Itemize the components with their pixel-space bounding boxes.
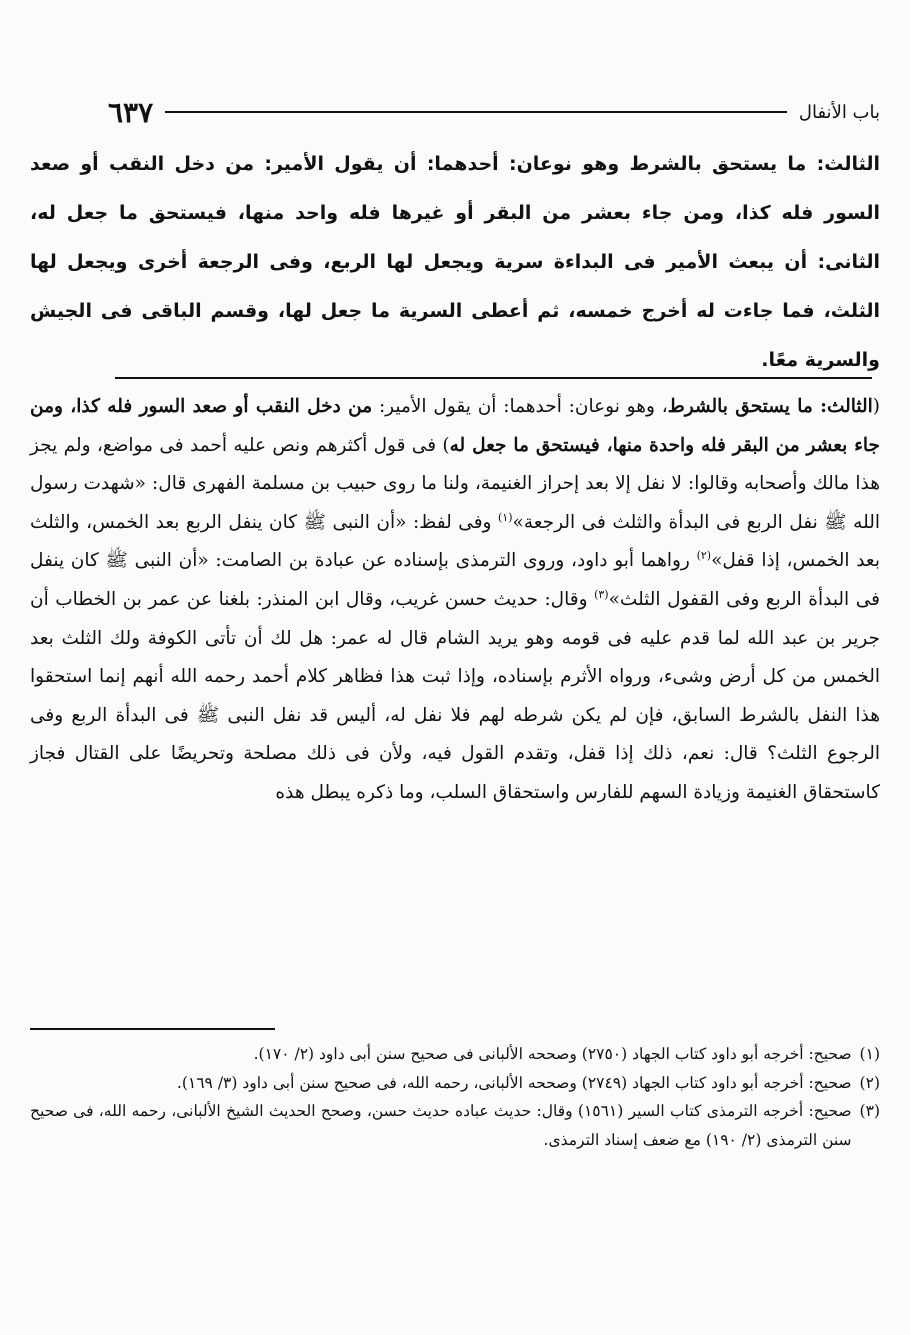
footnote-item <box>30 1069 880 1098</box>
quoted-heading: الثالث: ما يستحق بالشرط <box>667 396 873 417</box>
footnote-text: صحيح: أخرجه أبو داود كتاب الجهاد (٢٧٥٠) وصححه الألبانى فى صحيح سنن أبى داود (٢/ ١٧٠). <box>253 1045 852 1063</box>
running-title: باب الأنفال <box>798 101 880 123</box>
footnote-text: صحيح: أخرجه الترمذى كتاب السير (١٥٦١) وقال: حديث عباده حديث حسن، وصحح الحديث الشيخ الألبانى، رحمه الله، فى صحيح سنن الترمذى (٢/ ١٩٠) مع ضعف إسناد الترمذى. <box>30 1102 852 1149</box>
main-text-paragraph: الثالث: ما يستحق بالشرط وهو نوعان: أحدهما: أن يقول الأمير: من دخل النقب أو صعد السور فله كذا، ومن جاء بعشر من البقر أو غيرها فله واحد منها، فيستحق ما جعل له، الثانى: أن يبعث الأمير فى البداءة سرية ويجعل لها الربع، وفى الرجعة أخرى ويجعل لها الثلث، فما جاءت له أخرج خمسه، ثم أعطى السرية ما جعل لها، وقسم الباقى فى الجيش والسرية معًا. <box>30 153 880 371</box>
main-text <box>30 140 880 385</box>
header-rule <box>165 111 787 113</box>
footnote-number: (١) <box>859 1045 880 1063</box>
footnote-ref-2[interactable]: (٢) <box>696 549 712 563</box>
commentary-text-5: وقال: حديث حسن غريب، وقال ابن المنذر: بلغنا عن عمر بن الخطاب أن جرير بن عبد الله لما قدم عليه فى قومه وهو يريد الشام قال له عمر: هل لك أن تأتى الكوفة ولك الثلث بعد الخمس من كل أرض وشىء، ورواه الأثرم بإسناده، وإذا ثبت هذا فظاهر كلام أحمد رحمه الله أنهم إنما استحقوا هذا النفل بالشرط السابق، فإن لم يكن شرطه لهم فلا نفل له، أليس قد نفل النبى ﷺ فى البدأة الربع وفى الرجوع الثلث؟ قال: نعم، ذلك إذا قفل، وتقدم القول فيه، ولأن فى ذلك مصلحة وتحريضًا على القتال فجاز كاستحقاق الغنيمة وزيادة السهم للفارس واستحقاق السلب، وما ذكره يبطل هذه <box>30 588 880 803</box>
footnote-item <box>30 1040 880 1069</box>
footnote-ref-1[interactable]: (١) <box>498 510 513 524</box>
commentary <box>30 388 880 813</box>
commentary-text-2: ) فى قول أكثرهم ونص عليه أحمد فى مواضع، ولم يجز هذا مالك وأصحابه وقالوا: لا نفل إلا بعد إحراز الغنيمة، ولنا ما روى حبيب بن مسلمة الفهرى قال: «شهدت رسول الله ﷺ نفل الربع فى البدأة والثلث فى الرجعة» <box>30 434 880 533</box>
commentary-text-3: وفى لفظ: «أن النبى ﷺ كان ينفل الربع بعد الخمس، والثلث بعد الخمس، إذا قفل» <box>30 511 881 572</box>
footnote-number: (٢) <box>859 1073 880 1092</box>
footnote-number: (٣) <box>859 1102 880 1120</box>
page-number: ٦٣٧ <box>108 95 154 129</box>
commentary-text-1: ، وهو نوعان: أحدهما: أن يقول الأمير: <box>372 396 668 417</box>
footnote-text: صحيح: أخرجه أبو داود كتاب الجهاد (٢٧٤٩) وصححه الألبانى، رحمه الله، فى صحيح سنن أبى داود (٣/ ١٦٩). <box>176 1073 852 1092</box>
page-header <box>108 92 880 132</box>
footnote-divider <box>30 1028 275 1030</box>
section-divider <box>115 377 872 379</box>
commentary-text-4: رواهما أبو داود، وروى الترمذى بإسناده عن عبادة بن الصامت: «أن النبى ﷺ كان ينفل فى البدأة الربع وفى القفول الثلث» <box>30 550 880 610</box>
footnotes <box>30 1040 880 1154</box>
footnote-item <box>30 1097 880 1154</box>
quoted-text: من دخل النقب أو صعد السور فله كذا، ومن جاء بعشر من البقر فله واحدة منها، فيستحق ما جعل له <box>30 396 880 456</box>
open-paren: ( <box>872 396 881 417</box>
footnote-ref-3[interactable]: (٣) <box>594 587 609 601</box>
commentary-paragraph <box>30 388 880 813</box>
